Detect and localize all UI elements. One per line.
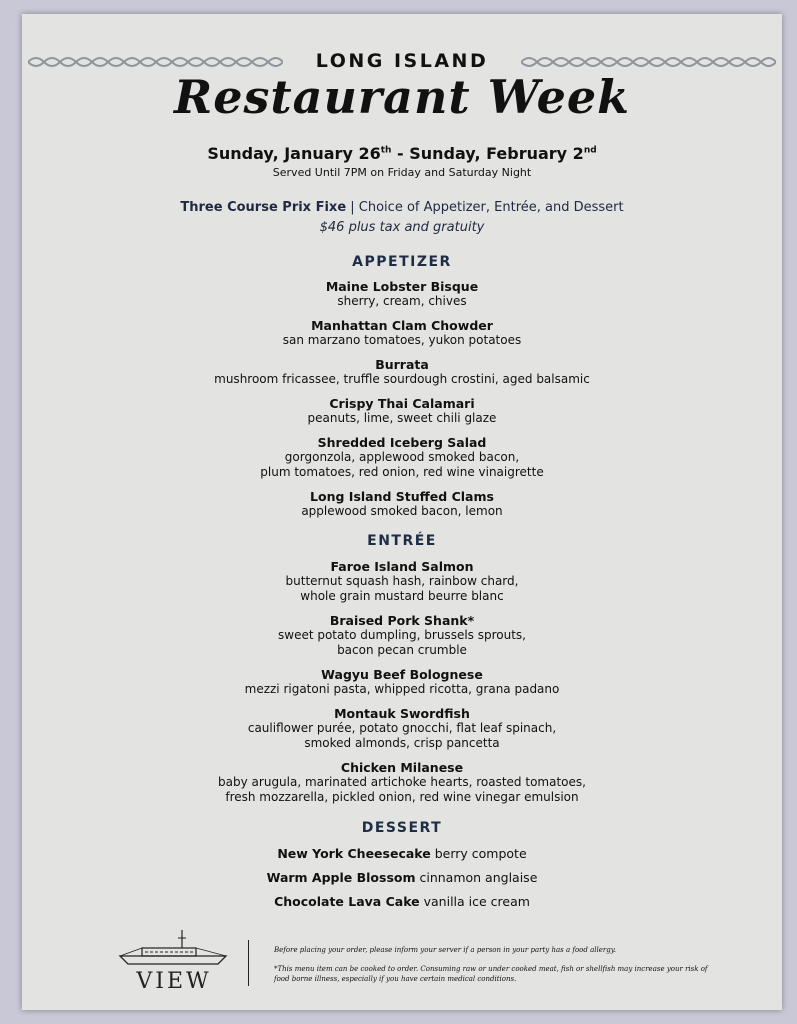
logo-text: VIEW [136,969,212,994]
appetizer-heading: APPETIZER [352,254,452,270]
footer-divider [248,940,249,986]
appetizer-item-description: applewood smoked bacon, lemon [301,504,503,518]
entree-item-name: Montauk Swordfish [334,706,470,721]
entree-item-description: sweet potato dumpling, brussels sprouts, [278,628,526,642]
appetizer-item-name: Burrata [375,357,429,372]
raw-food-note: *This menu item can be cooked to order. Consuming raw or under cooked meat, fish or shellfish may increase your risk of food borne illness, especially if you have certain medical conditions. [274,965,708,983]
entree-item-description: smoked almonds, crisp pancetta [304,736,500,750]
event-title: Restaurant Week [174,70,630,124]
event-region-title: LONG ISLAND [315,50,489,72]
dessert-item-description: cinnamon anglaise [415,870,538,885]
entree-heading: ENTRÉE [367,533,437,549]
prix-fixe-detail: | Choice of Appetizer, Entrée, and Dessert [346,200,624,215]
appetizer-item-description: san marzano tomatoes, yukon potatoes [282,333,522,347]
entree-item-description: baby arugula, marinated artichoke hearts, roasted tomatoes, [218,775,586,789]
dessert-item [22,846,782,861]
entree-item-description: mezzi rigatoni pasta, whipped ricotta, grana padano [244,682,560,696]
appetizer-item-name: Crispy Thai Calamari [329,396,475,411]
end-date: Sunday, February 2 [409,144,584,163]
appetizer-item-name: Manhattan Clam Chowder [311,318,493,333]
entree-item-description: whole grain mustard beurre blanc [300,589,504,603]
appetizer-item-description: peanuts, lime, sweet chili glaze [307,411,497,425]
view-logo [114,922,234,994]
dessert-item-name: Warm Apple Blossom [266,870,416,885]
start-date-suffix: th [380,145,392,156]
appetizer-item-name: Long Island Stuffed Clams [310,489,494,504]
dessert-item-description: berry compote [430,846,527,861]
dessert-item-description: vanilla ice cream [419,894,530,909]
dessert-item-name: New York Cheesecake [277,846,431,861]
entree-item-description: butternut squash hash, rainbow chard, [285,574,519,588]
entree-item-description: fresh mozzarella, pickled onion, red wine vinegar emulsion [225,790,579,804]
allergy-note: Before placing your order, please inform your server if a person in your party has a food allergy. [274,946,616,954]
appetizer-item-name: Maine Lobster Bisque [325,279,479,294]
dessert-item [22,870,782,885]
served-note: Served Until 7PM on Friday and Saturday Night [272,166,532,179]
menu-page [22,14,782,1010]
entree-item-description: cauliflower purée, potato gnocchi, flat leaf spinach, [247,721,557,735]
dessert-item [22,894,782,909]
entree-item-name: Chicken Milanese [340,760,464,775]
appetizer-item-description: plum tomatoes, red onion, red wine vinaigrette [260,465,544,479]
start-date: Sunday, January 26 [207,144,381,163]
prix-fixe-label: Three Course Prix Fixe [180,200,347,215]
appetizer-item-description: mushroom fricassee, truffle sourdough crostini, aged balsamic [214,372,590,386]
price: $46 plus tax and gratuity [319,220,485,235]
date-separator: - [391,144,410,163]
dessert-heading: DESSERT [361,820,443,836]
entree-item-name: Faroe Island Salmon [330,559,474,574]
end-date-suffix: nd [583,145,597,156]
appetizer-item-name: Shredded Iceberg Salad [317,435,487,450]
prix-fixe-line [22,200,782,215]
entree-item-name: Wagyu Beef Bolognese [321,667,483,682]
event-dates [22,144,782,163]
entree-item-description: bacon pecan crumble [337,643,467,657]
appetizer-item-description: gorgonzola, applewood smoked bacon, [284,450,520,464]
appetizer-item-description: sherry, cream, chives [337,294,467,308]
entree-item-name: Braised Pork Shank* [329,613,475,628]
dessert-item-name: Chocolate Lava Cake [274,894,420,909]
